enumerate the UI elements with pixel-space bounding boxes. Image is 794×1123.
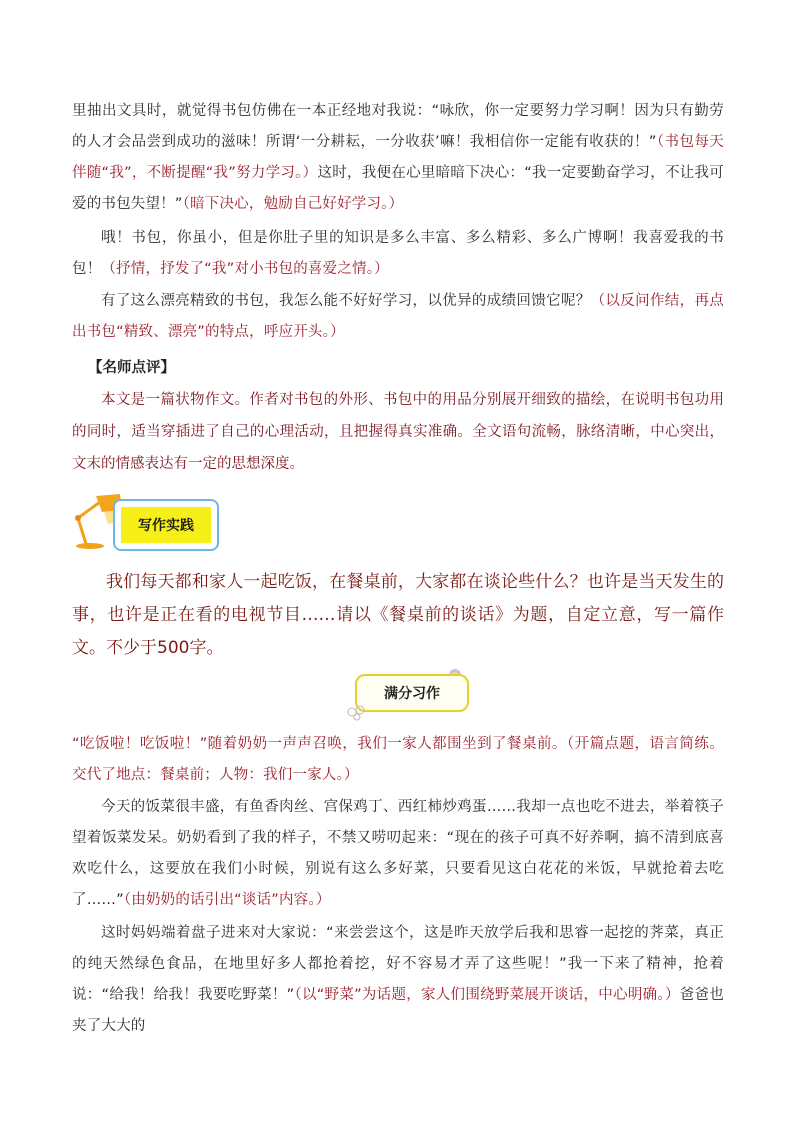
paragraph-text: 这时，我便在心里暗暗下决心：“我一定要勤奋学习，不让我可爱的书包失望！” xyxy=(72,165,724,212)
paragraph-bookbag-2 xyxy=(72,223,724,285)
writing-prompt: 我们每天都和家人一起吃饭，在餐桌前，大家都在谈论些什么？也许是当天发生的事，也许是正在看的电视节目……请以《餐桌前的谈话》为题，自定立意，写一篇作文。不少于500字。 xyxy=(72,572,724,658)
annotation-text: （书包每天伴随“我”，不断提醒“我”努力学习。） xyxy=(72,134,724,181)
quote-text: “吃饭啦！吃饭啦！”随着奶奶一声声召唤，我们一家人都围坐到了餐桌前。 xyxy=(72,736,567,752)
annotation-text: （由奶奶的话引出“谈话”内容。） xyxy=(123,892,331,908)
full-score-label: 满分习作 xyxy=(355,674,469,712)
writing-practice-label: 写作实践 xyxy=(121,507,211,543)
paragraph-text: 今天的饭菜很丰盛，有鱼香肉丝、宫保鸡丁、西红柿炒鸡蛋……我却一点也吃不进去，举着筷子望着饭菜发呆。奶奶看到了我的样子，不禁又唠叨起来：“现在的孩子可真不好养啊，搞不清到底喜欢吃什么，这要放在我们小时候，别说有这么多好菜，只要看见这白花花的米饭，早就抢着去吃了……” xyxy=(72,799,724,908)
essay-paragraph-2 xyxy=(72,792,724,916)
review-text: 本文是一篇状物作文。作者对书包的外形、书包中的用品分别展开细致的描绘，在说明书包功用的同时，适当穿插进了自己的心理活动，且把握得真实准确。全文语句流畅，脉络清晰，中心突出，文末的情感表达有一定的思想深度。 xyxy=(72,392,724,472)
annotation-text: （暗下决心，勉励自己好好学习。） xyxy=(182,196,404,212)
flower-decor-icon xyxy=(344,700,370,722)
paragraph-bookbag-3 xyxy=(72,286,724,348)
review-heading: 【名师点评】 xyxy=(88,360,175,376)
paragraph-text: 爸爸也夹了大大的 xyxy=(72,987,724,1034)
paragraph-text: 哦！书包，你虽小，但是你肚子里的知识是多么丰富、多么精彩、多么广博啊！我喜爱我的书包！ xyxy=(72,230,724,277)
paragraph-text: 里抽出文具时，就觉得书包仿佛在一本正经地对我说：“咏欣，你一定要努力学习啊！因为只有勤劳的人才会品尝到成功的滋味！所谓‘一分耕耘，一分收获’嘛！我相信你一定能有收获的！” xyxy=(72,103,724,150)
writing-practice-box xyxy=(113,499,219,551)
essay-paragraph-3 xyxy=(72,918,724,1042)
annotation-text: （抒情，抒发了“我”对小书包的喜爱之情。） xyxy=(101,261,389,277)
annotation-text: （以“野菜”为话题，家人们围绕野菜展开谈话，中心明确。） xyxy=(294,987,680,1003)
essay-paragraph-1 xyxy=(72,729,724,791)
paragraph-text: 有了这么漂亮精致的书包，我怎么能不好好学习，以优异的成绩回馈它呢？ xyxy=(101,293,591,309)
paragraph-text: 这时妈妈端着盘子进来对大家说：“来尝尝这个，这是昨天放学后我和思睿一起挖的荠菜，真正的纯天然绿色食品，在地里好多人都抢着挖，好不容易才弄了这些呢！”我一下来了精神，抢着说：“给我！给我！我要吃野菜！” xyxy=(72,925,724,1003)
paragraph-bookbag-1 xyxy=(72,96,724,220)
annotation-text: （开篇点题，语言简练。交代了地点：餐桌前；人物：我们一家人。） xyxy=(72,736,725,783)
annotation-text: （以反问作结，再点出书包“精致、漂亮”的特点，呼应开头。） xyxy=(72,293,724,340)
